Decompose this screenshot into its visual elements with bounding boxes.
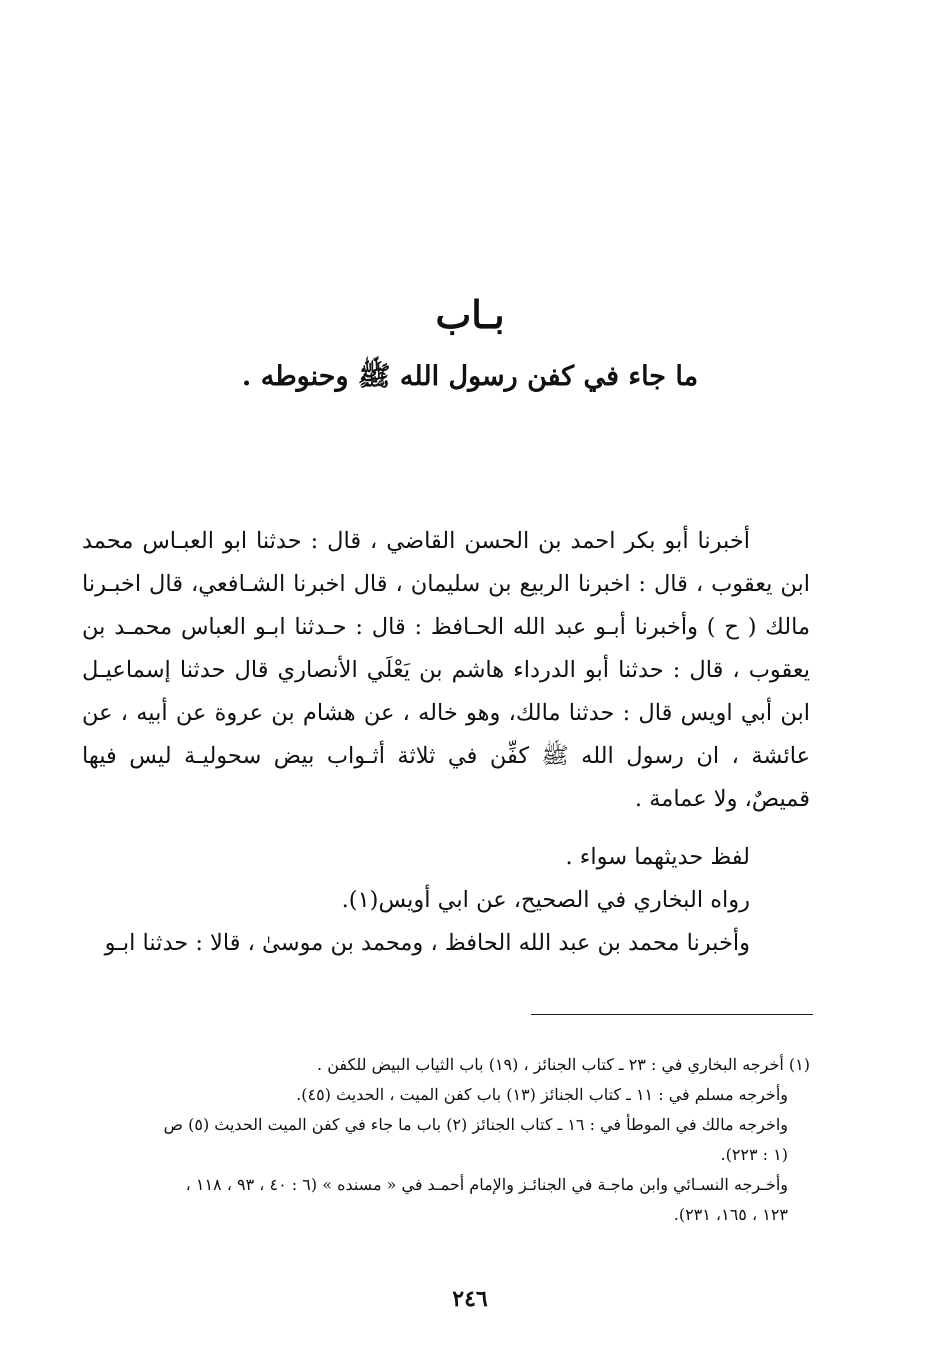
chapter-subtitle: ما جاء في كفن رسول الله ﷺ وحنوطه . bbox=[241, 361, 699, 392]
footnote: وأخرجه مسلم في : ١١ ـ كتاب الجنائز (١٣) باب كفن الميت ، الحديث (٤٥). bbox=[296, 1085, 788, 1104]
page-number: ٢٤٦ bbox=[452, 1286, 488, 1312]
chapter-title: بـاب bbox=[435, 292, 505, 337]
paragraph-gap bbox=[82, 821, 810, 836]
footnote: (١) أخرجه البخاري في : ٢٣ ـ كتاب الجنائز ، (١٩) باب الثياب البيض للكفن . bbox=[317, 1055, 810, 1074]
footnote-continuation: (١ : ٢٢٣). bbox=[720, 1145, 788, 1164]
footnotes bbox=[90, 1050, 810, 1230]
main-paragraph: أخبرنا أبو بكر احمد بن الحسن القاضي ، قال : حدثنا ابو العبـاس محمد ابن يعقوب ، قال : اخبرنا الربيع بن سليمان ، قال اخبرنا الشـافعي، قال اخبـرنا مالك ( ح ) وأخبرنا أبـو عبد الله الحـافظ : قال : حـدثنا ابـو العباس محمـد بن يعقوب ، قال : حدثنا أبو الدرداء هاشم بن يَعْلَي الأنصاري قال حدثنا إسماعيـل ابن أبي اويس قال : حدثنا مالك، وهو خاله ، عن هشام بن عروة عن أبيه ، عن عائشة ، ان رسول الله ﷺ كفِّن في ثلاثة أثـواب بيض سحوليـة ليس فيها قميصٌ، ولا عمامة . bbox=[82, 528, 810, 812]
body-line: لفظ حديثهما سواء . bbox=[565, 844, 750, 870]
footnote: واخرجه مالك في الموطأ في : ١٦ ـ كتاب الجنائز (٢) باب ما جاء في كفن الميت الحديث (٥) ص bbox=[163, 1115, 788, 1134]
body-line: رواه البخاري في الصحيح، عن ابي أويس(١). bbox=[341, 887, 750, 913]
footnote: وأخـرجه النسـائي وابن ماجـة في الجنائـز والإمام أحمـد في « مسنده » (٦ : ٤٠ ، ٩٣ ، ١١٨ ، bbox=[185, 1175, 788, 1194]
body-line: وأخبرنا محمد بن عبد الله الحافظ ، ومحمد بن موسىٰ ، قالا : حدثنا ابـو bbox=[104, 930, 750, 956]
body-text bbox=[82, 520, 810, 965]
footnote-continuation: ١٢٣ ، ١٦٥، ٢٣١). bbox=[673, 1205, 788, 1224]
footnote-divider bbox=[531, 1014, 813, 1015]
